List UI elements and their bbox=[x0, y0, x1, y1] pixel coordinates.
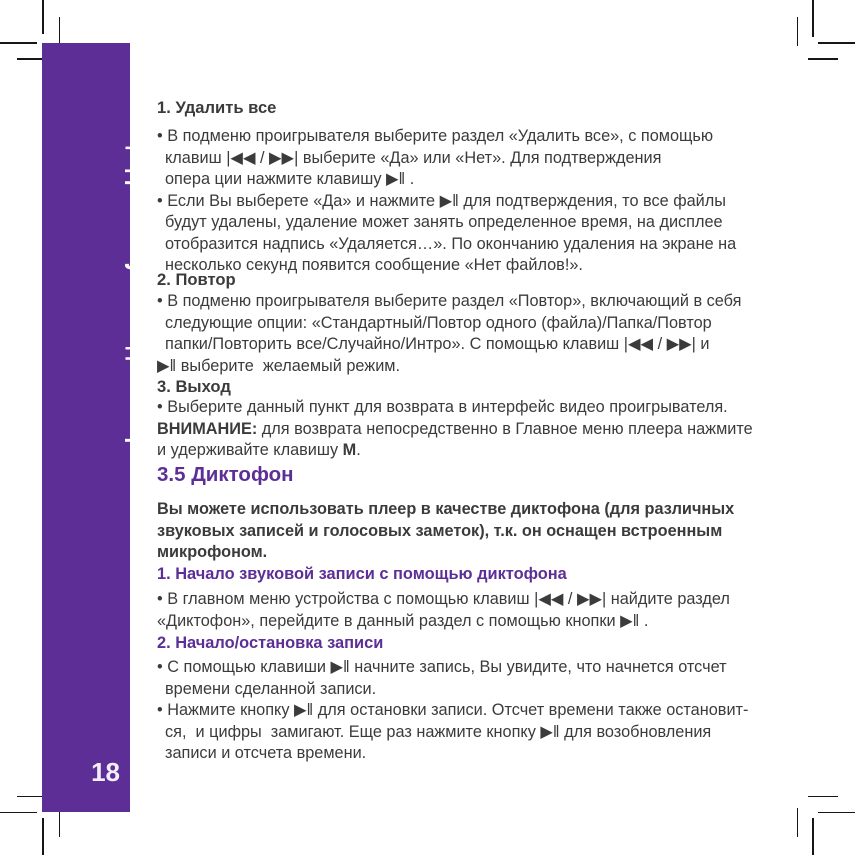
section-35 bbox=[157, 462, 777, 488]
subsection-2-heading: 2. Начало/остановка записи bbox=[157, 634, 384, 652]
paragraph-line: • Нажмите кнопку ▶‖ для остановки записи. Отсчет времени также остановит- bbox=[157, 701, 749, 719]
section-1 bbox=[157, 97, 777, 119]
intro-line: Вы можете использовать плеер в качестве диктофона (для различных bbox=[157, 500, 735, 518]
paragraph-line: опера ции нажмите клавишу ▶‖ . bbox=[165, 170, 415, 188]
section-35-intro bbox=[157, 499, 777, 564]
paragraph-line: • В подменю проигрывателя выберите раздел «Повтор», включающий в себя bbox=[157, 292, 742, 310]
paragraph-line: несколько секунд появится сообщение «Нет файлов!». bbox=[165, 256, 583, 274]
paragraph-line: следующие опции: «Стандартный/Повтор одного (файла)/Папка/Повтор bbox=[165, 313, 712, 332]
paragraph-line: ▶‖ выберите желаемый режим. bbox=[157, 356, 401, 375]
crop-mark bbox=[59, 17, 61, 46]
section-2-paragraph bbox=[157, 291, 777, 377]
hold-key-line bbox=[157, 440, 777, 462]
intro-line: микрофоном. bbox=[157, 543, 268, 561]
paragraph-line: клавиш |◀◀ / ▶▶| выберите «Да» или «Нет». Для подтверждения bbox=[165, 148, 662, 167]
paragraph-line: записи и отсчета времени. bbox=[165, 744, 367, 762]
crop-mark bbox=[42, 0, 44, 34]
section-2 bbox=[157, 269, 777, 291]
section-3-paragraph bbox=[157, 397, 777, 462]
sidebar-title: Цифровой мультимедиа плеер RF-4700 bbox=[124, 134, 168, 535]
section-35-heading: 3.5 Диктофон bbox=[157, 463, 294, 486]
paragraph-line: • В подменю проигрывателя выберите раздел «Удалить все», с помощью bbox=[157, 127, 714, 145]
crop-mark bbox=[812, 0, 814, 37]
crop-mark bbox=[59, 808, 61, 837]
paragraph-line: папки/Повторить все/Случайно/Интро». С помощью клавиш |◀◀ / ▶▶| и bbox=[165, 335, 710, 353]
section-1-paragraph bbox=[157, 126, 777, 277]
section-1-heading: 1. Удалить все bbox=[157, 98, 277, 117]
section-2-heading: 2. Повтор bbox=[157, 270, 236, 289]
attention-line bbox=[157, 419, 777, 441]
attention-label: ВНИМАНИЕ: bbox=[157, 419, 258, 438]
paragraph-line: • В главном меню устройства с помощью клавиш |◀◀ / ▶▶| найдите раздел bbox=[157, 590, 730, 608]
crop-mark bbox=[818, 42, 855, 44]
paragraph-line: ся, и цифры замигают. Еще раз нажмите кнопку ▶‖ для возобновления bbox=[165, 722, 712, 741]
crop-mark bbox=[812, 818, 814, 855]
section-3-heading: 3. Выход bbox=[157, 377, 231, 396]
subsection-1-heading: 1. Начало звуковой записи с помощью диктофона bbox=[157, 565, 567, 583]
crop-mark bbox=[808, 796, 838, 798]
crop-mark bbox=[797, 808, 799, 837]
paragraph-line: • Если Вы выберете «Да» и нажмите ▶‖ для подтверждения, то все файлы bbox=[157, 191, 726, 210]
subsection-1-paragraph bbox=[157, 589, 777, 632]
m-key-label: М bbox=[342, 441, 357, 459]
subsection-1 bbox=[157, 564, 777, 586]
sidebar bbox=[42, 43, 168, 812]
crop-mark bbox=[808, 58, 838, 60]
section-3 bbox=[157, 376, 777, 398]
paragraph-line: времени сделанной записи. bbox=[165, 679, 377, 698]
subsection-2 bbox=[157, 633, 777, 655]
paragraph-line: «Диктофон», перейдите в данный раздел с помощью кнопки ▶‖ . bbox=[157, 611, 649, 630]
crop-mark bbox=[0, 812, 37, 814]
paragraph-line: отобразится надпись «Удаляется…». По окончанию удаления на экране на bbox=[165, 234, 737, 253]
page-number: 18 bbox=[91, 757, 120, 787]
crop-mark bbox=[42, 818, 44, 855]
crop-mark bbox=[797, 17, 799, 46]
paragraph-line: • С помощью клавиши ▶‖ начните запись, Вы увидите, что начнется отсчет bbox=[157, 658, 727, 676]
crop-mark bbox=[818, 812, 855, 814]
intro-line: звуковых записей и голосовых заметок), т.к. он оснащен встроенным bbox=[157, 521, 723, 540]
hold-key-text: и удерживайте клавишу bbox=[157, 441, 343, 459]
attention-text: для возврата непосредственно в Главное меню плеера нажмите bbox=[257, 419, 753, 438]
paragraph-line: • Выберите данный пункт для возврата в интерфейс видео проигрывателя. bbox=[157, 398, 728, 416]
crop-mark bbox=[0, 42, 37, 44]
paragraph-line: будут удалены, удаление может занять определенное время, на дисплее bbox=[165, 213, 723, 231]
hold-key-period: . bbox=[356, 441, 361, 459]
subsection-2-paragraph bbox=[157, 657, 777, 765]
